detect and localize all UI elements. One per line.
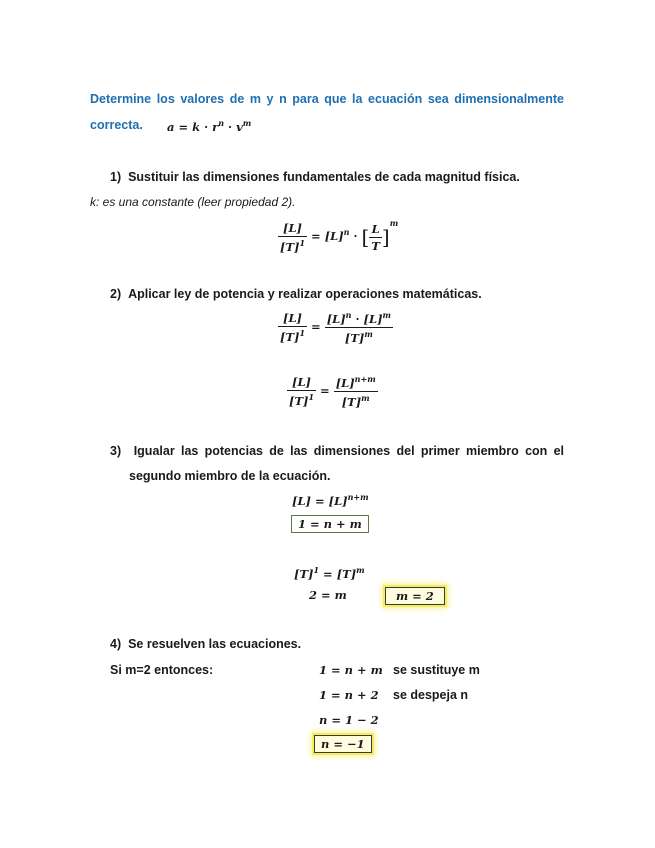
intro-line-2: correcta. — [90, 118, 143, 132]
step-1-heading: 1) Sustituir las dimensiones fundamentales de cada magnitud física. — [110, 170, 520, 184]
step-4-condition: Si m=2 entonces: — [110, 663, 214, 677]
boxed-result-n: n = −1 — [314, 735, 372, 753]
step-4-heading: 4) Se resuelven las ecuaciones. — [110, 637, 302, 651]
step-2-equation-b: $\frac{[L]}{[T]^1}$ = $\frac{[L]^{n+m}}{[T]^m}$ — [289, 374, 376, 409]
step-4-row-2-eq: 1 = n + 2 — [319, 688, 379, 702]
note-k-constant: k: es una constante (leer propiedad 2). — [90, 195, 296, 209]
step-3-equation-T: $[T]^1 = [T]^m$ — [294, 565, 365, 581]
step-4-row-2-comment: se despeja n — [393, 688, 469, 702]
step-2-heading: 2) Aplicar ley de potencia y realizar operaciones matemáticas. — [110, 287, 482, 301]
step-3-heading-line-2: segundo miembro de la ecuación. — [129, 469, 331, 483]
step-3-equation-m: 2 = m — [309, 588, 347, 602]
step-3-equation-L: $[L] = [L]^{n+m}$ — [292, 492, 369, 508]
step-4-row-1-comment: se sustituye m — [393, 663, 480, 677]
main-equation: $a = k \cdot r^n \cdot v^m$ — [167, 118, 252, 134]
step-2-equation-a: $\frac{[L]}{[T]^1}$ = $\frac{[L]^n \cdot [L]^m}{[T]^m}$ — [280, 310, 391, 345]
boxed-equation-1: 1 = n + m — [291, 515, 369, 533]
step-3-heading-line-1: 3) Igualar las potencias de las dimensiones del primer miembro con el — [110, 444, 565, 458]
step-1-equation: $\frac{[L]}{[T]^1}$ = $[L]^n$ · [ $\frac{L}{T}$ ]$^m$ — [280, 218, 399, 254]
intro-line-1: Determine los valores de m y n para que la ecuación sea dimensionalmente — [90, 92, 564, 106]
boxed-result-m: m = 2 — [385, 587, 445, 605]
step-4-row-1-eq: 1 = n + m — [319, 663, 383, 677]
step-4-row-3-eq: n = 1 − 2 — [319, 713, 379, 727]
